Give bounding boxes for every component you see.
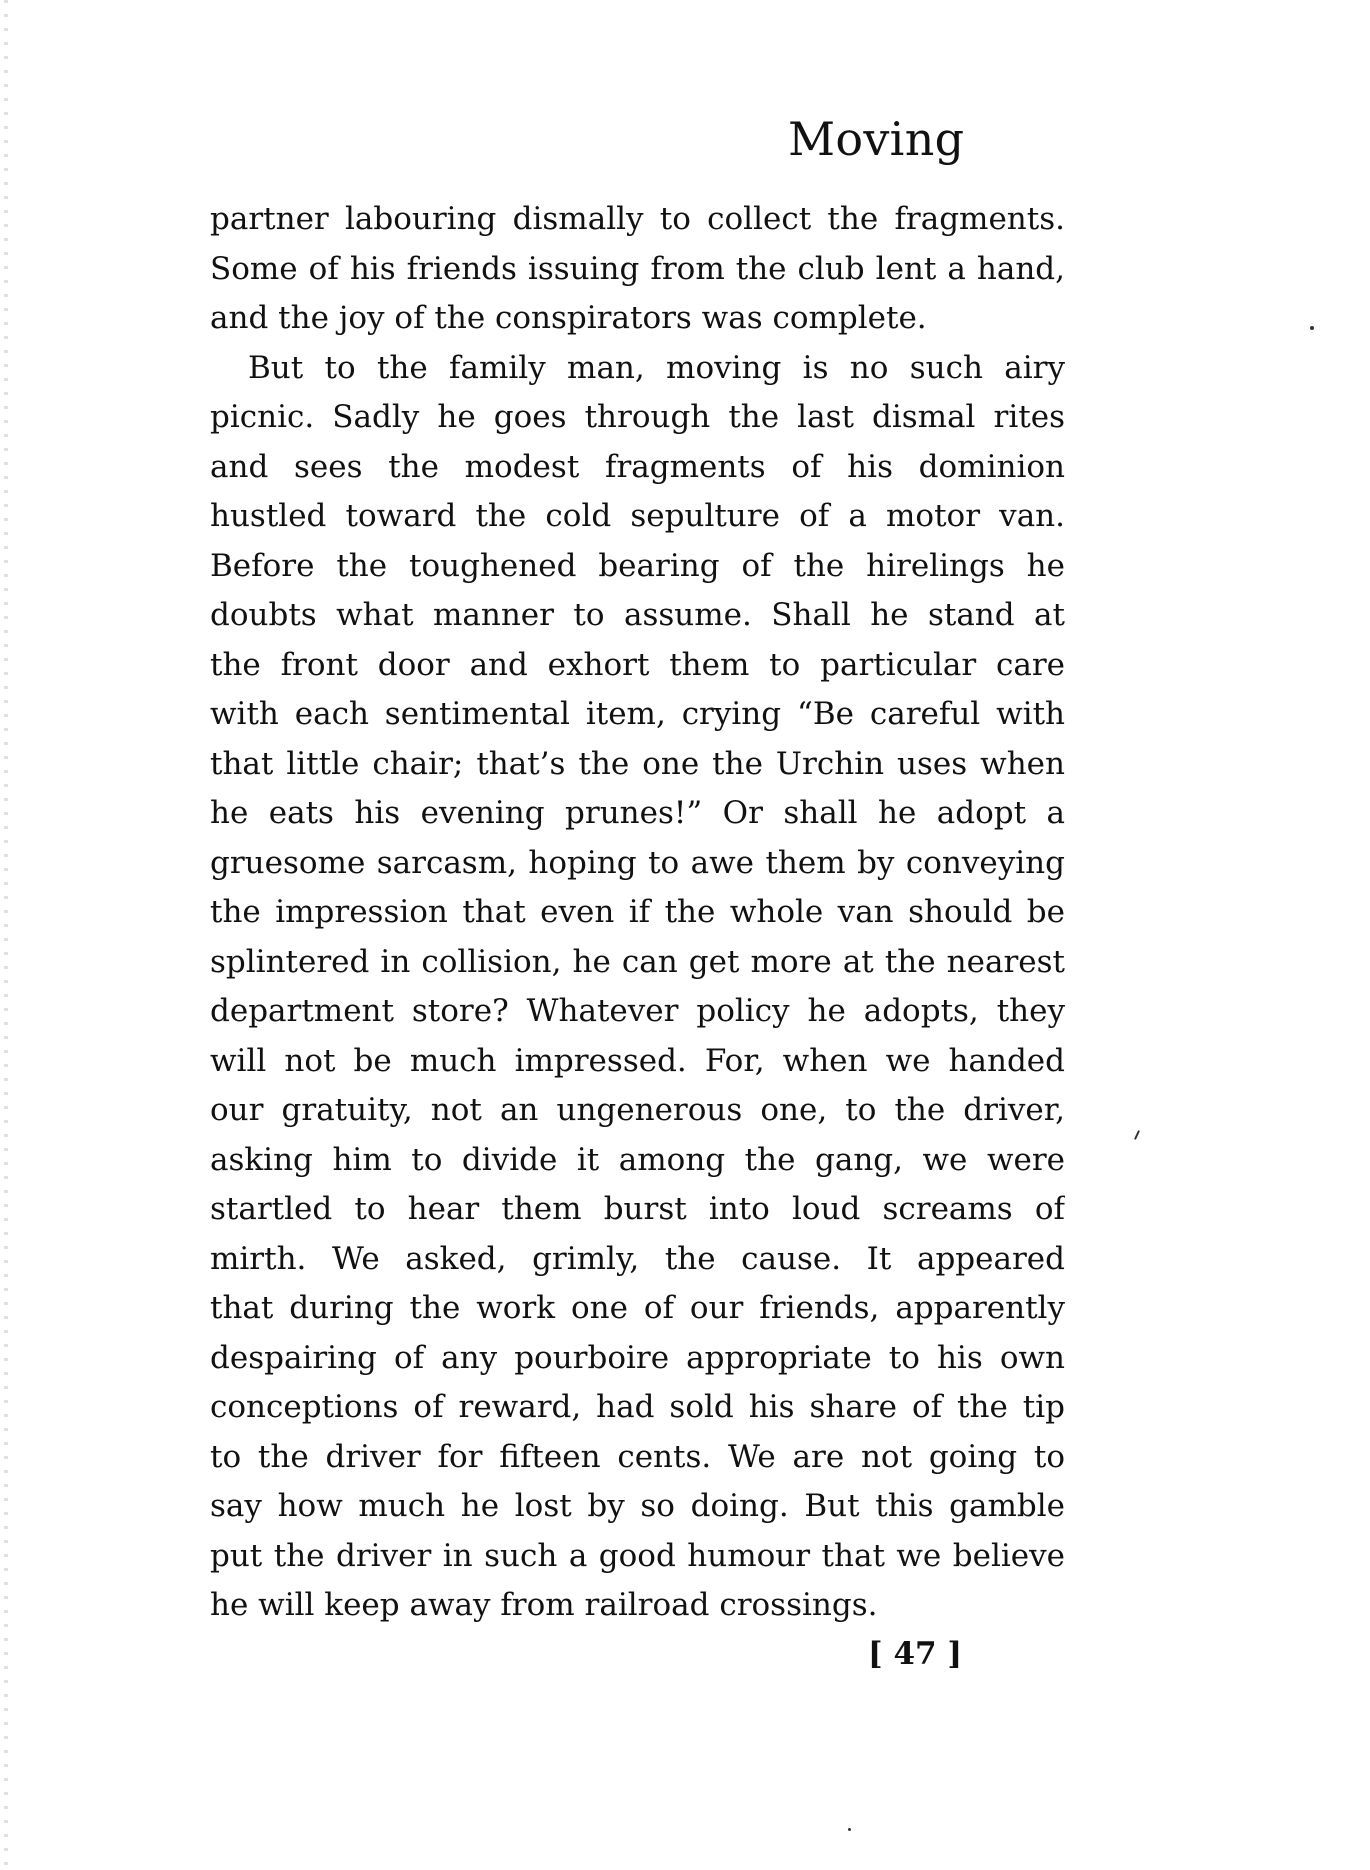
- text-line: despairing of any pourboire appropriate to his own: [210, 1339, 1065, 1376]
- text-line: partner labouring dismally to collect the fragments.: [210, 201, 1065, 237]
- text-line: splintered in collision, he can get more at the nearest: [210, 943, 1065, 980]
- text-line: gruesome sarcasm, hoping to awe them by conveying: [210, 844, 1065, 881]
- body-text: [210, 195, 1065, 1631]
- text-line: the impression that even if the whole van should be: [210, 894, 1065, 930]
- text-line: and the joy of the conspirators was complete.: [210, 300, 927, 336]
- text-line: doubts what manner to assume. Shall he stand at: [210, 597, 1065, 633]
- text-line: will not be much impressed. For, when we handed: [210, 1042, 1065, 1079]
- text-line: that little chair; that’s the one the Urchin uses when: [210, 745, 1065, 782]
- text-line: startled to hear them burst into loud screams of: [210, 1191, 1065, 1227]
- text-line: mirth. We asked, grimly, the cause. It appeared: [210, 1240, 1065, 1277]
- page-number: [ 47 ]: [868, 1636, 963, 1672]
- text-line: and sees the modest fragments of his dominion: [210, 448, 1065, 485]
- text-line: Before the toughened bearing of the hirelings he: [210, 547, 1065, 584]
- text-line: put the driver in such a good humour that we believe: [210, 1537, 1065, 1574]
- text-line: our gratuity, not an ungenerous one, to the driver,: [210, 1092, 1065, 1128]
- text-line: But to the family man, moving is no such airy: [248, 349, 1065, 386]
- page-edge-shadow: [4, 0, 8, 1870]
- running-head: Moving: [788, 112, 965, 166]
- text-line: picnic. Sadly he goes through the last dismal rites: [210, 399, 1065, 435]
- text-line: that during the work one of our friends, apparently: [210, 1290, 1065, 1326]
- text-line: Some of his friends issuing from the club lent a hand,: [210, 250, 1065, 287]
- text-line: conceptions of reward, had sold his share of the tip: [210, 1389, 1065, 1425]
- text-line: asking him to divide it among the gang, we were: [210, 1141, 1065, 1178]
- text-line: he will keep away from railroad crossings.: [210, 1587, 878, 1623]
- text-line: he eats his evening prunes!” Or shall he adopt a: [210, 795, 1065, 831]
- text-line: hustled toward the cold sepulture of a motor van.: [210, 498, 1065, 534]
- text-line: the front door and exhort them to particular care: [210, 646, 1065, 683]
- text-line: department store? Whatever policy he adopts, they: [210, 993, 1065, 1029]
- text-line: with each sentimental item, crying “Be careful with: [210, 696, 1065, 732]
- text-line: say how much he lost by so doing. But this gamble: [210, 1488, 1065, 1524]
- scan-speck: [848, 1828, 851, 1831]
- text-line: to the driver for fifteen cents. We are not going to: [210, 1438, 1065, 1475]
- scan-speck: [1310, 326, 1314, 330]
- scan-speck: [1134, 1130, 1140, 1140]
